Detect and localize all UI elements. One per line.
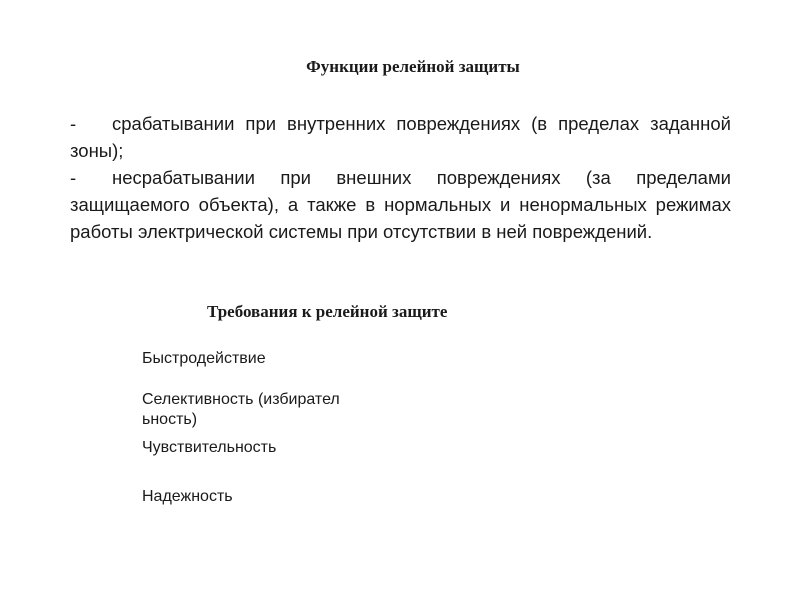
function-item xyxy=(70,110,731,164)
requirement-selectivity: Селективность (избирательность) xyxy=(142,391,340,428)
bullet-dash: - xyxy=(70,113,77,134)
functions-list xyxy=(70,110,731,245)
requirement-reliability: Надежность xyxy=(142,488,233,505)
bullet-dash: - xyxy=(70,167,77,188)
functions-title: Функции релейной защиты xyxy=(306,57,520,76)
requirements-title: Требования к релейной защите xyxy=(207,302,448,321)
function-item-text: срабатывании при внутренних повреждениях (в пределах заданной зоны); xyxy=(70,113,731,161)
function-item-text: несрабатывании при внешних повреждениях (за пределами защищаемого объекта), а также в нормальных и ненормальных режимах работы электрической системы при отсутствии в ней повреждений. xyxy=(70,167,731,242)
requirement-sensitivity: Чувствительность xyxy=(142,439,277,456)
function-item xyxy=(70,164,731,245)
requirement-speed: Быстродействие xyxy=(142,350,266,367)
